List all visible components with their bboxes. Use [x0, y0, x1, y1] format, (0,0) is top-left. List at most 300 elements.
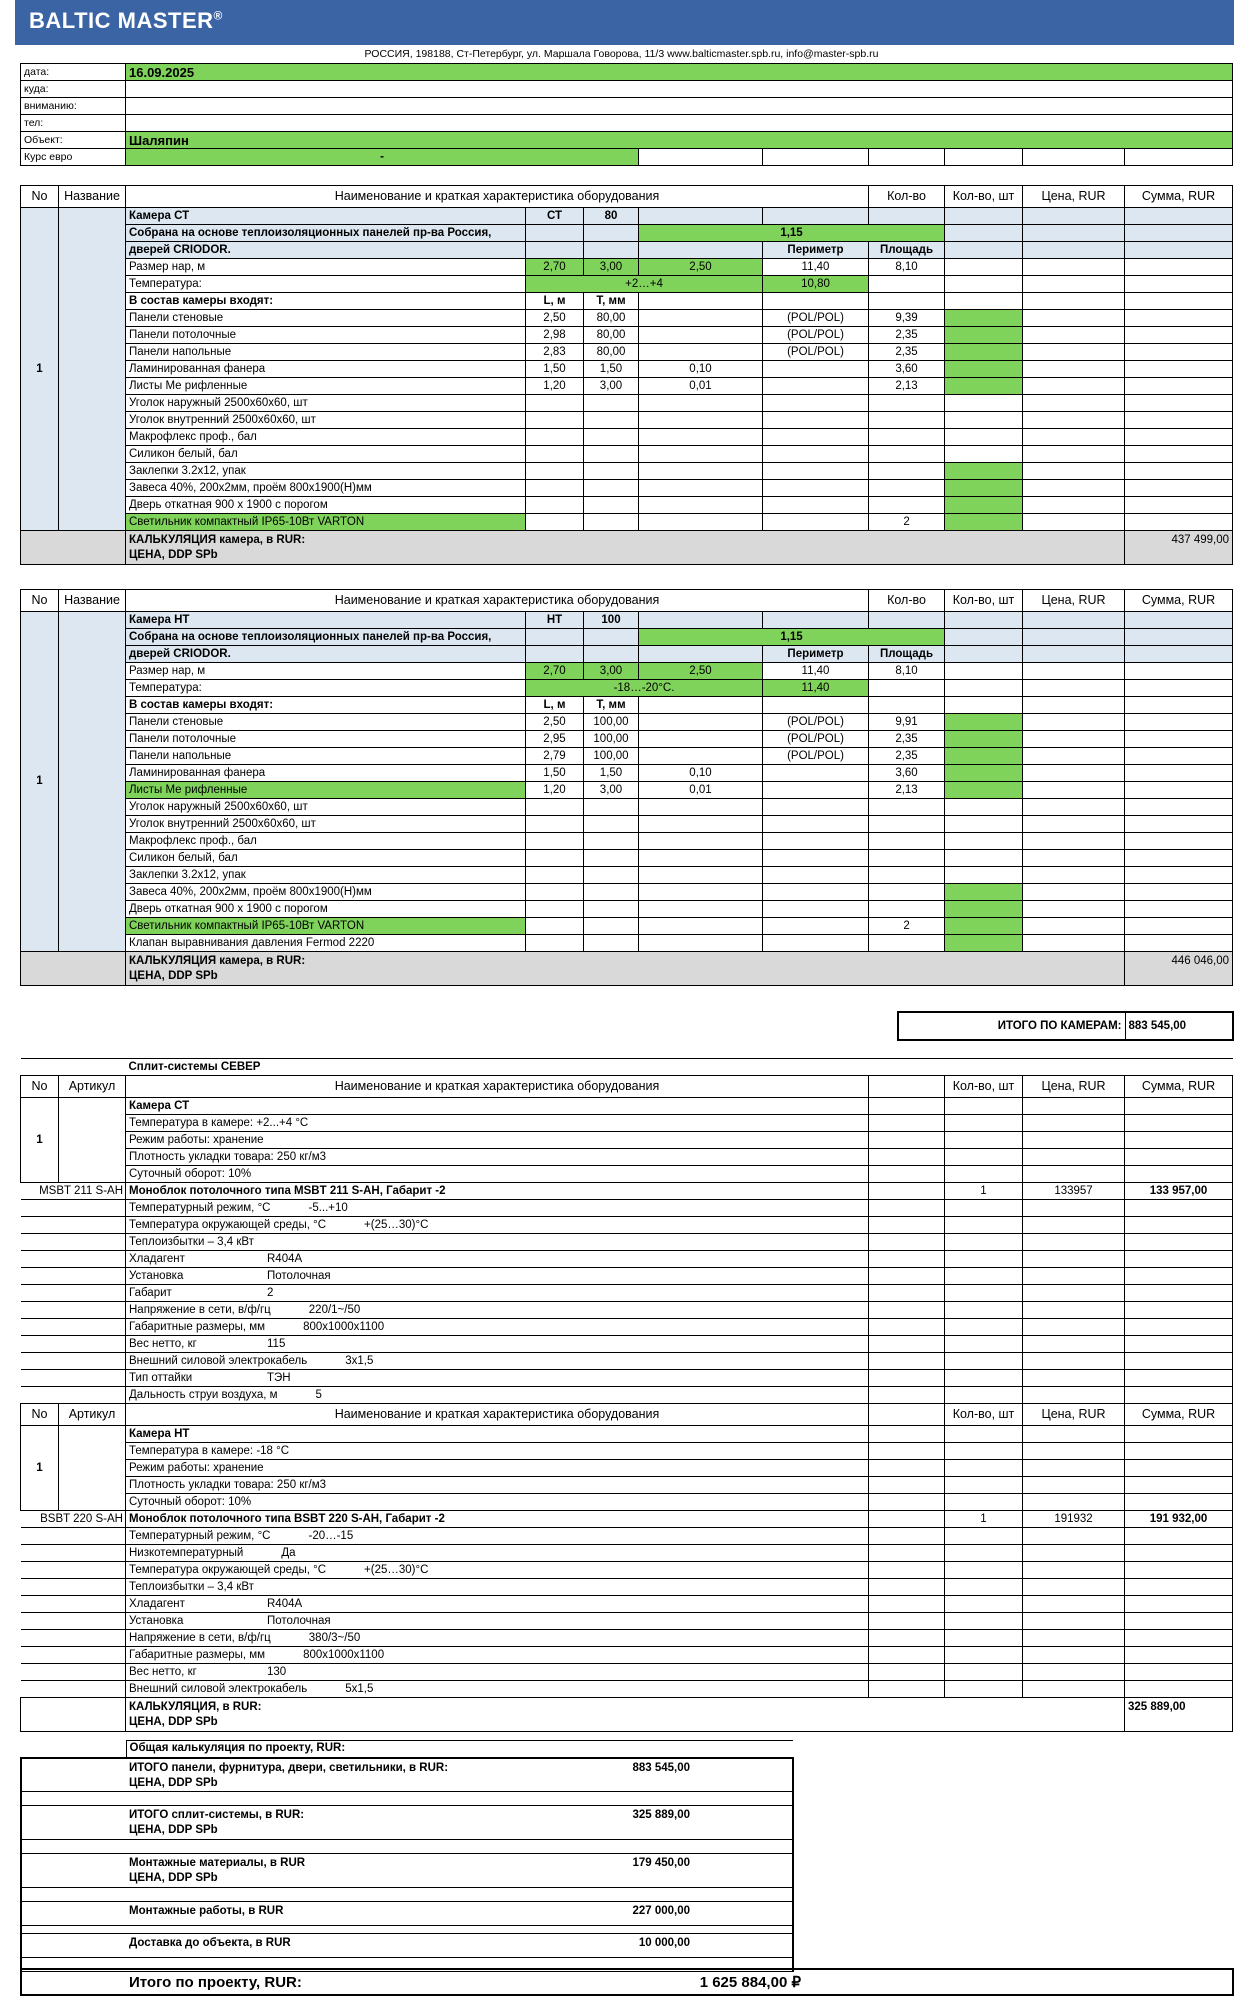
spec-value: R404A: [267, 1597, 303, 1610]
spec-cell: [126, 1285, 869, 1302]
spec-value: 380/3~/50: [308, 1631, 361, 1644]
cell: [1125, 1494, 1233, 1511]
summary-spacer: [21, 1840, 793, 1854]
table-row: [21, 378, 1233, 395]
item-qty: 2,35: [869, 748, 945, 765]
cell: [1023, 1387, 1125, 1404]
item-price: [1023, 327, 1125, 344]
item-t: [584, 833, 639, 850]
item-qty-pcs: [945, 850, 1023, 867]
info-label: дата:: [21, 64, 126, 81]
item-qty-pcs: [945, 646, 1023, 663]
summary-item-label: ИТОГО панели, фурнитура, двери, светильники, в RUR:: [129, 1761, 449, 1774]
item-name: Дверь откатная 900 х 1900 с порогом: [126, 901, 526, 918]
cell: [1023, 1460, 1125, 1477]
info-label: Курс евро: [21, 149, 126, 166]
item-sum: [1125, 242, 1233, 259]
calc-label: [126, 1698, 1125, 1732]
item-qty-pcs: [945, 497, 1023, 514]
item-l: [526, 816, 584, 833]
summary-item-label: Монтажные материалы, в RUR: [129, 1857, 306, 1869]
item-l: НТ: [526, 612, 584, 629]
item-qty-pcs: [945, 293, 1023, 310]
cell: [869, 1494, 945, 1511]
spec-value: 5х1,5: [345, 1682, 374, 1695]
header-qty-pcs: Кол-во, шт: [945, 1404, 1023, 1426]
spec-cell: [126, 1234, 869, 1251]
spec-cell: [126, 1302, 869, 1319]
spec-cell: [126, 1319, 869, 1336]
header-article: Артикул: [59, 1076, 126, 1098]
table-row: [21, 629, 1233, 646]
item-price: [1023, 833, 1125, 850]
item-name: Уголок наружный 2500х60х60, шт: [126, 799, 526, 816]
item-l: [526, 412, 584, 429]
spec-row: [21, 1336, 1233, 1353]
summary-spacer: [21, 1926, 793, 1934]
cell: [1125, 1336, 1233, 1353]
item-price: [1023, 480, 1125, 497]
project-summary: [20, 1740, 794, 1972]
table-row: [21, 612, 1233, 629]
item-qty-pcs: [945, 714, 1023, 731]
split-camera-row: [21, 1443, 1233, 1460]
spec-value: +(25…30)°С: [364, 1563, 429, 1576]
table-row: [21, 680, 1233, 697]
table-row: [21, 799, 1233, 816]
item-price: [1023, 714, 1125, 731]
calc-price-note: ЦЕНА, DDP SPb: [129, 1715, 218, 1728]
summary-value: 227 000,00: [526, 1902, 693, 1926]
item-name: Ламинированная фанера: [126, 765, 526, 782]
item-factor: 1,15: [639, 629, 945, 646]
item-perimeter: [763, 612, 869, 629]
spec-label: Низкотемпературный: [129, 1546, 244, 1559]
item-thickness: [639, 344, 763, 361]
perimeter-value: 11,40: [763, 680, 869, 697]
item-perimeter: Периметр: [763, 242, 869, 259]
spec-label: Хладагент: [129, 1252, 185, 1265]
item-sum: [1125, 935, 1233, 952]
info-empty: [1125, 149, 1233, 166]
item-sum: [1125, 429, 1233, 446]
product-article: MSBT 211 S-AH: [21, 1183, 126, 1200]
cell: [21, 1854, 126, 1888]
item-name: Завеса 40%, 200х2мм, проём 800х1900(Н)мм: [126, 480, 526, 497]
item-t: [584, 412, 639, 429]
company-address: РОССИЯ, 198188, Ст-Петербург, ул. Маршала Говорова, 11/3 www.balticmaster.spb.ru, info@master-spb.ru: [364, 48, 879, 60]
cell: [869, 1098, 945, 1115]
item-price: [1023, 612, 1125, 629]
product-name: Моноблок потолочного типа BSBT 220 S-AH, Габарит -2: [126, 1511, 869, 1528]
table-row: [21, 361, 1233, 378]
cell: [21, 1302, 126, 1319]
summary-row: [21, 1758, 793, 1792]
item-qty: [869, 799, 945, 816]
cell: [1023, 1115, 1125, 1132]
spec-row: [21, 1319, 1233, 1336]
cell: [21, 1647, 126, 1664]
item-name: Панели стеновые: [126, 714, 526, 731]
item-name: Завеса 40%, 200х2мм, проём 800х1900(Н)мм: [126, 884, 526, 901]
spec-row: [21, 1353, 1233, 1370]
row-number: 1: [21, 1098, 59, 1183]
cell: [945, 1251, 1023, 1268]
item-qty: [869, 901, 945, 918]
item-name: Размер нар, м: [126, 663, 526, 680]
item-sum: [1125, 310, 1233, 327]
item-t: [584, 480, 639, 497]
item-sum: [1125, 259, 1233, 276]
item-l: 1,20: [526, 782, 584, 799]
item-thickness: [639, 446, 763, 463]
spec-cell: [126, 1353, 869, 1370]
split-camera-row: [21, 1460, 1233, 1477]
item-price: [1023, 663, 1125, 680]
item-sum: [1125, 463, 1233, 480]
table-row: [21, 463, 1233, 480]
item-thickness: [639, 901, 763, 918]
item-t: [584, 395, 639, 412]
summary-title: Общая калькуляция по проекту, RUR:: [126, 1741, 793, 1758]
item-price: [1023, 748, 1125, 765]
item-t: [584, 816, 639, 833]
table-row: [21, 782, 1233, 799]
header-article: Артикул: [59, 1404, 126, 1426]
item-thickness: [639, 748, 763, 765]
calc-total: 437 499,00: [1125, 531, 1233, 565]
split-camera-row: [21, 1166, 1233, 1183]
cell: [1023, 1647, 1125, 1664]
cell: [1023, 1630, 1125, 1647]
item-name: Панели стеновые: [126, 310, 526, 327]
item-name: Силикон белый, бал: [126, 446, 526, 463]
item-l: 1,20: [526, 378, 584, 395]
item-l: 2,50: [526, 310, 584, 327]
item-name: Дверь откатная 900 х 1900 с порогом: [126, 497, 526, 514]
cell: [945, 1596, 1023, 1613]
spec-row: [21, 1200, 1233, 1217]
header-no: No: [21, 590, 59, 612]
item-thickness: [639, 463, 763, 480]
item-l: L, м: [526, 293, 584, 310]
item-qty: [869, 395, 945, 412]
table-row: [21, 208, 1233, 225]
item-t: [584, 646, 639, 663]
cell: [869, 1115, 945, 1132]
cell: [869, 1200, 945, 1217]
spec-row: [21, 1268, 1233, 1285]
table-header: [21, 590, 1233, 612]
header-banner: [15, 0, 1234, 45]
item-sum: [1125, 697, 1233, 714]
spec-row: [21, 1562, 1233, 1579]
cell: [1023, 1251, 1125, 1268]
item-qty: 3,60: [869, 765, 945, 782]
cell: [1023, 1200, 1125, 1217]
item-perimeter: [763, 901, 869, 918]
spec-label: Установка: [129, 1614, 184, 1627]
item-qty: [869, 697, 945, 714]
item-price: [1023, 259, 1125, 276]
header-qty-pcs: Кол-во, шт: [945, 590, 1023, 612]
camera-spec: Режим работы: хранение: [126, 1132, 869, 1149]
cell: [1023, 1166, 1125, 1183]
item-price: [1023, 918, 1125, 935]
cell: [1125, 1370, 1233, 1387]
header-name: Название: [59, 186, 126, 208]
item-price: [1023, 782, 1125, 799]
item-price: [1023, 765, 1125, 782]
item-qty-pcs: [945, 901, 1023, 918]
cell: [1125, 1268, 1233, 1285]
cell: [1023, 1336, 1125, 1353]
cell: [21, 1387, 126, 1404]
item-qty-pcs: [945, 731, 1023, 748]
table-row: [21, 276, 1233, 293]
cell: [945, 1268, 1023, 1285]
item-sum: [1125, 884, 1233, 901]
item-price: [1023, 361, 1125, 378]
item-thickness: 0,10: [639, 361, 763, 378]
table-row: [21, 429, 1233, 446]
cell: [59, 1426, 126, 1511]
item-thickness: [639, 395, 763, 412]
chambers-total: [897, 1011, 1234, 1041]
cell: [1023, 1234, 1125, 1251]
cell: [21, 1200, 126, 1217]
item-thickness: 0,10: [639, 765, 763, 782]
item-sum: [1125, 782, 1233, 799]
cell: [21, 1353, 126, 1370]
item-t: 100,00: [584, 731, 639, 748]
info-empty: [945, 149, 1023, 166]
item-t: [584, 799, 639, 816]
cell: [945, 1613, 1023, 1630]
cell: [945, 225, 1023, 242]
camera-spec: Суточный оборот: 10%: [126, 1166, 869, 1183]
item-l: [526, 446, 584, 463]
spec-label: Температурный режим, °С: [129, 1529, 271, 1542]
item-qty: 8,10: [869, 259, 945, 276]
item-l: [526, 463, 584, 480]
item-sum: [1125, 799, 1233, 816]
summary-row: [21, 1854, 793, 1888]
item-name: Светильник компактный IP65-10Вт VARTON: [126, 514, 526, 531]
spec-row: [21, 1217, 1233, 1234]
spec-value: Потолочная: [267, 1269, 331, 1282]
cell: [1023, 1545, 1125, 1562]
cell: [21, 1630, 126, 1647]
chamber-ct-table: [20, 185, 1233, 565]
item-qty-pcs: [945, 799, 1023, 816]
item-l: [526, 242, 584, 259]
cell: [869, 1613, 945, 1630]
table-row: [21, 344, 1233, 361]
cell: [1023, 276, 1125, 293]
item-qty: [869, 429, 945, 446]
item-perimeter: [763, 816, 869, 833]
item-thickness: [639, 310, 763, 327]
cell: [869, 276, 945, 293]
item-perimeter: [763, 867, 869, 884]
cell: [1125, 1115, 1233, 1132]
grand-total-label: Итого по проекту, RUR:: [126, 1969, 526, 1995]
item-l: 2,79: [526, 748, 584, 765]
item-price: [1023, 514, 1125, 531]
cell: [1125, 1302, 1233, 1319]
item-sum: [1125, 395, 1233, 412]
spec-label: Тип оттайки: [129, 1371, 193, 1384]
cell: [945, 1562, 1023, 1579]
item-qty: [869, 612, 945, 629]
item-qty: [869, 293, 945, 310]
spec-cell: [126, 1664, 869, 1681]
item-perimeter: [763, 884, 869, 901]
cell: [869, 1319, 945, 1336]
table-row: [21, 697, 1233, 714]
item-qty: [869, 884, 945, 901]
product-qty: 1: [945, 1511, 1023, 1528]
cell: [869, 1460, 945, 1477]
cell: [693, 1902, 793, 1926]
spec-cell: [126, 1251, 869, 1268]
item-thickness: [639, 242, 763, 259]
chamber-nt-table: [20, 589, 1233, 986]
item-perimeter: [763, 514, 869, 531]
item-thickness: [639, 208, 763, 225]
item-t: [584, 225, 639, 242]
item-price: [1023, 816, 1125, 833]
item-l: [526, 833, 584, 850]
cell: [21, 1741, 126, 1758]
item-qty: 2,35: [869, 327, 945, 344]
item-name: Клапан выравнивания давления Fermod 2220: [126, 935, 526, 952]
cell: [1125, 1149, 1233, 1166]
item-perimeter: (POL/POL): [763, 327, 869, 344]
item-name: Панели напольные: [126, 748, 526, 765]
item-name: В состав камеры входят:: [126, 293, 526, 310]
header-sum: Сумма, RUR: [1125, 186, 1233, 208]
company-logo: BALTIC MASTER®: [29, 8, 223, 33]
table-row: [21, 816, 1233, 833]
cell: [21, 1888, 793, 1902]
item-qty: 2,13: [869, 378, 945, 395]
item-sum: [1125, 378, 1233, 395]
summary-spacer: [21, 1888, 793, 1902]
cell: [1125, 276, 1233, 293]
item-l: 2,95: [526, 731, 584, 748]
item-name: В состав камеры входят:: [126, 697, 526, 714]
cell: [869, 1528, 945, 1545]
spec-label: Теплоизбытки – 3,4 кВт: [129, 1235, 254, 1248]
cell: [1023, 1319, 1125, 1336]
item-thickness: [639, 935, 763, 952]
spec-row: [21, 1579, 1233, 1596]
item-name: Панели потолочные: [126, 327, 526, 344]
cell: [1023, 1681, 1125, 1698]
product-row: [21, 1183, 1233, 1200]
item-qty-pcs: [945, 259, 1023, 276]
split-title-row: [21, 1059, 1233, 1076]
row-name-cell: [59, 208, 126, 531]
item-name: Уголок внутренний 2500х60х60, шт: [126, 816, 526, 833]
cell: [21, 1370, 126, 1387]
spec-row: [21, 1545, 1233, 1562]
header-price: Цена, RUR: [1023, 1404, 1125, 1426]
item-t: 3,00: [584, 663, 639, 680]
cell: [1023, 1579, 1125, 1596]
item-qty: 2,13: [869, 782, 945, 799]
info-value: [126, 98, 1233, 115]
item-t: 80,00: [584, 327, 639, 344]
cell: [945, 1460, 1023, 1477]
spec-label: Напряжение в сети, в/ф/гц: [129, 1631, 271, 1644]
item-perimeter: [763, 765, 869, 782]
summary-row: [21, 1806, 793, 1840]
cell: [21, 1268, 126, 1285]
spec-value: 2: [267, 1286, 274, 1299]
item-t: 1,50: [584, 765, 639, 782]
item-t: [584, 901, 639, 918]
item-price: [1023, 799, 1125, 816]
item-t: 3,00: [584, 259, 639, 276]
cell: [869, 1511, 945, 1528]
item-name: Макрофлекс проф., бал: [126, 429, 526, 446]
item-qty: 2: [869, 514, 945, 531]
product-name: Моноблок потолочного типа MSBT 211 S-AH, Габарит -2: [126, 1183, 869, 1200]
item-qty: 8,10: [869, 663, 945, 680]
summary-value: 883 545,00: [526, 1758, 693, 1792]
item-perimeter: (POL/POL): [763, 714, 869, 731]
cell: [21, 1059, 126, 1076]
item-qty: [869, 935, 945, 952]
item-price: [1023, 935, 1125, 952]
split-camera-row: [21, 1494, 1233, 1511]
item-qty-pcs: [945, 429, 1023, 446]
spec-label: Внешний силовой электрокабель: [129, 1682, 308, 1695]
spec-value: ТЭН: [267, 1371, 291, 1384]
cell: [1125, 1251, 1233, 1268]
item-qty-pcs: [945, 327, 1023, 344]
item-sum: [1125, 731, 1233, 748]
item-qty-pcs: [945, 242, 1023, 259]
header-description: Наименование и краткая характеристика оборудования: [126, 1404, 869, 1426]
cell: [1023, 1132, 1125, 1149]
table-row: [21, 935, 1233, 952]
item-price: [1023, 208, 1125, 225]
cell: [945, 680, 1023, 697]
spec-cell: [126, 1200, 869, 1217]
item-thickness: [639, 816, 763, 833]
header-price: Цена, RUR: [1023, 1076, 1125, 1098]
perimeter-value: 10,80: [763, 276, 869, 293]
table-row: [21, 748, 1233, 765]
cell: [945, 1370, 1023, 1387]
item-t: [584, 629, 639, 646]
cell: [21, 1545, 126, 1562]
item-t: 80,00: [584, 344, 639, 361]
product-row: [21, 1511, 1233, 1528]
table-row: [21, 259, 1233, 276]
spec-value: +(25…30)°С: [364, 1218, 429, 1231]
item-qty: [869, 816, 945, 833]
cell: [869, 1596, 945, 1613]
spec-row: [21, 1387, 1233, 1404]
cell: [693, 1806, 793, 1840]
cell: [1125, 1460, 1233, 1477]
cell: [1023, 1426, 1125, 1443]
